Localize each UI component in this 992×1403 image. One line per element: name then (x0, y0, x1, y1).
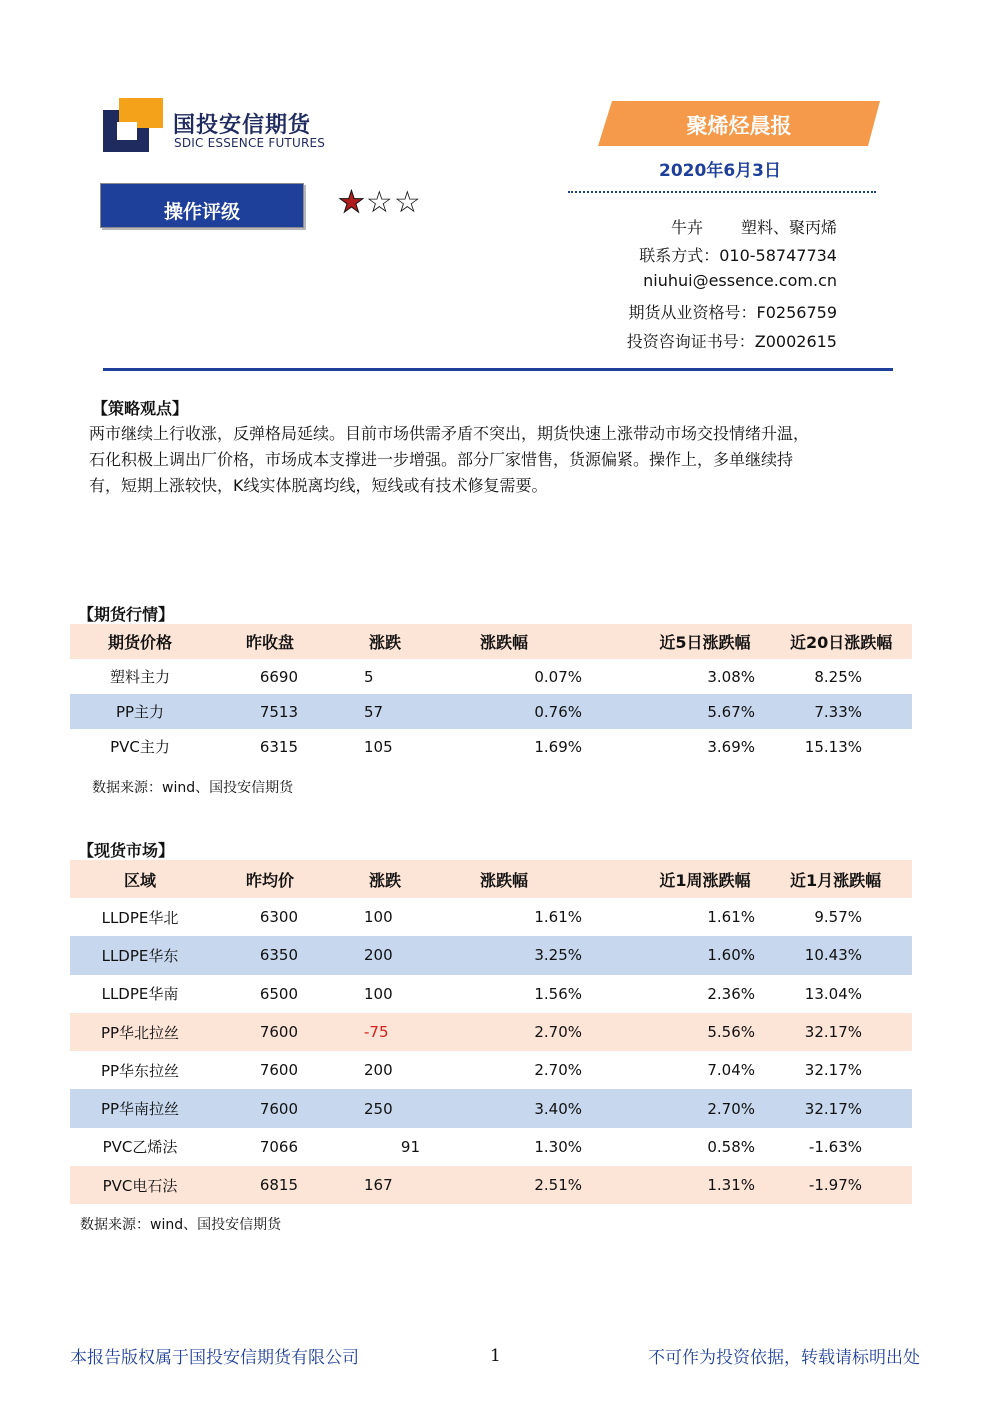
header-divider (103, 368, 893, 371)
analyst-coverage: 塑料、聚丙烯 (740, 218, 837, 237)
table-cell: 7.04% (707, 1061, 755, 1080)
table-cell: 91 (400, 1137, 420, 1156)
table-cell: 15.13% (804, 737, 862, 756)
futures-source-note: 数据来源：wind、国投安信期货 (92, 780, 294, 796)
star-empty-icon: ☆ (393, 185, 422, 220)
table-cell: 1.30% (534, 1137, 582, 1156)
col-header: 涨跌 (368, 870, 401, 890)
table-row (70, 1166, 912, 1204)
company-name-en: SDIC ESSENCE FUTURES (174, 136, 326, 150)
report-title-banner (598, 101, 880, 146)
table-cell: PP华南拉丝 (100, 1100, 180, 1119)
report-title: 聚烯烃晨报 (686, 114, 792, 138)
table-cell: PVC电石法 (102, 1176, 178, 1195)
table-cell: 6690 (259, 667, 298, 686)
table-cell: LLDPE华北 (101, 908, 179, 927)
analyst-name: 牛卉 (670, 218, 703, 237)
col-header: 近5日涨跌幅 (659, 633, 751, 652)
table-row (70, 936, 912, 974)
table-cell: -1.63% (808, 1137, 862, 1156)
table-cell: 1.69% (534, 737, 582, 756)
col-header: 近1周涨跌幅 (659, 870, 751, 890)
table-cell: 5.56% (707, 1023, 755, 1042)
spot-header-row (70, 860, 912, 898)
col-header: 近1月涨跌幅 (790, 870, 882, 890)
table-cell: 6300 (259, 908, 298, 927)
table-row (70, 694, 912, 729)
table-cell: 1.61% (707, 908, 755, 927)
table-cell: 100 (364, 908, 393, 927)
table-row (70, 659, 912, 694)
table-cell: 3.40% (534, 1099, 582, 1118)
table-cell: PVC主力 (110, 738, 170, 756)
table-cell: 6315 (259, 737, 298, 756)
table-cell: 9.57% (814, 908, 862, 927)
col-header: 涨跌 (368, 633, 401, 652)
table-cell: 7600 (259, 1023, 298, 1042)
footer-copyright: 本报告版权属于国投安信期货有限公司 (70, 1348, 359, 1368)
table-cell: 2.51% (534, 1176, 582, 1195)
table-row (70, 1128, 912, 1166)
table-cell: 32.17% (804, 1061, 862, 1080)
table-cell: 2.70% (534, 1023, 582, 1042)
analyst-line (671, 215, 837, 238)
col-header: 近20日涨跌幅 (790, 633, 893, 652)
table-cell: 6500 (259, 984, 298, 1003)
table-cell: 32.17% (804, 1099, 862, 1118)
strategy-text (89, 421, 879, 499)
col-header: 昨均价 (245, 870, 294, 890)
table-cell: 100 (364, 984, 393, 1003)
futures-heading: 【期货行情】 (78, 605, 175, 624)
col-header: 涨跌幅 (480, 870, 529, 890)
col-header: 涨跌幅 (480, 633, 529, 652)
star-filled-icon: ★ (338, 185, 366, 220)
table-cell: 13.04% (804, 984, 862, 1003)
table-cell: 0.76% (534, 702, 582, 721)
table-cell: 105 (364, 737, 393, 756)
star-empty-icon: ☆ (365, 185, 394, 220)
table-cell: 32.17% (804, 1023, 862, 1042)
table-cell: 3.08% (707, 667, 755, 686)
table-cell: 7600 (259, 1099, 298, 1118)
table-cell: 0.07% (534, 667, 582, 686)
table-cell: PP华北拉丝 (100, 1023, 180, 1042)
table-row (70, 1013, 912, 1051)
strategy-line: 两市继续上行收涨，反弹格局延续。目前市场供需矛盾不突出，期货快速上涨带动市场交投情绪升温， (89, 424, 810, 443)
table-cell: 57 (364, 702, 384, 721)
col-header: 期货价格 (107, 633, 172, 652)
analyst-consult-cert: 投资咨询证书号：Z0002615 (626, 332, 837, 351)
company-name-cn: 国投安信期货 (173, 113, 312, 138)
table-cell: PP华东拉丝 (100, 1061, 180, 1080)
report-date: 2020年6月3日 (659, 161, 781, 181)
strategy-line: 有，短期上涨较快，K线实体脱离均线，短线或有技术修复需要。 (89, 476, 548, 495)
table-cell: 5.67% (707, 702, 755, 721)
spot-table (70, 860, 912, 1204)
table-row (70, 975, 912, 1013)
rating-label-box (100, 183, 304, 228)
table-cell: 1.61% (534, 908, 582, 927)
table-cell: 200 (364, 1061, 393, 1080)
table-cell: 3.69% (707, 737, 755, 756)
table-cell: 7600 (259, 1061, 298, 1080)
col-header: 区域 (123, 870, 156, 890)
table-cell: 5 (364, 667, 374, 686)
table-cell: PP主力 (115, 703, 165, 721)
table-cell: -1.97% (808, 1176, 862, 1195)
table-cell: 8.25% (814, 667, 862, 686)
table-cell: 6350 (259, 946, 298, 965)
logo-mark-icon (103, 98, 163, 152)
table-cell: 1.60% (707, 946, 755, 965)
dotted-divider (568, 191, 876, 193)
spot-source-note: 数据来源：wind、国投安信期货 (80, 1217, 282, 1233)
table-cell: 250 (364, 1099, 393, 1118)
strategy-heading: 【策略观点】 (92, 399, 189, 418)
col-header: 昨收盘 (245, 633, 294, 652)
futures-table (70, 624, 912, 764)
table-cell: 3.25% (534, 946, 582, 965)
table-cell: 塑料主力 (109, 668, 170, 686)
table-cell: 6815 (259, 1176, 298, 1195)
analyst-contact: 联系方式：010-58747734 (639, 246, 837, 265)
company-logo (103, 98, 343, 154)
table-cell: 167 (364, 1176, 393, 1195)
table-cell: LLDPE华东 (101, 946, 179, 965)
rating-stars (338, 185, 422, 220)
table-cell: 2.70% (707, 1099, 755, 1118)
spot-heading: 【现货市场】 (78, 841, 175, 860)
analyst-license: 期货从业资格号：F0256759 (628, 303, 837, 322)
table-cell: 1.31% (707, 1176, 755, 1195)
table-cell: 2.36% (707, 984, 755, 1003)
table-cell: 10.43% (804, 946, 862, 965)
table-cell: 1.56% (534, 984, 582, 1003)
table-cell: 7.33% (814, 702, 862, 721)
table-row (70, 898, 912, 936)
analyst-email[interactable]: niuhui@essence.com.cn (643, 271, 837, 290)
table-cell: 0.58% (707, 1137, 755, 1156)
page-number: 1 (490, 1346, 501, 1366)
rating-label: 操作评级 (163, 201, 240, 223)
table-row (70, 1051, 912, 1089)
table-cell: 200 (364, 946, 393, 965)
table-cell: 2.70% (534, 1061, 582, 1080)
table-cell: 7066 (259, 1137, 298, 1156)
strategy-line: 石化积极上调出厂价格，市场成本支撑进一步增强。部分厂家惜售，货源偏紧。操作上，多单继续持 (89, 450, 794, 469)
futures-header-row (70, 624, 912, 659)
table-cell: LLDPE华南 (101, 985, 179, 1004)
footer-disclaimer: 不可作为投资依据，转载请标明出处 (648, 1348, 920, 1368)
table-row (70, 1089, 912, 1127)
table-cell: -75 (364, 1023, 389, 1042)
table-row (70, 729, 912, 764)
table-cell: 7513 (259, 702, 298, 721)
table-cell: PVC乙烯法 (102, 1138, 178, 1157)
